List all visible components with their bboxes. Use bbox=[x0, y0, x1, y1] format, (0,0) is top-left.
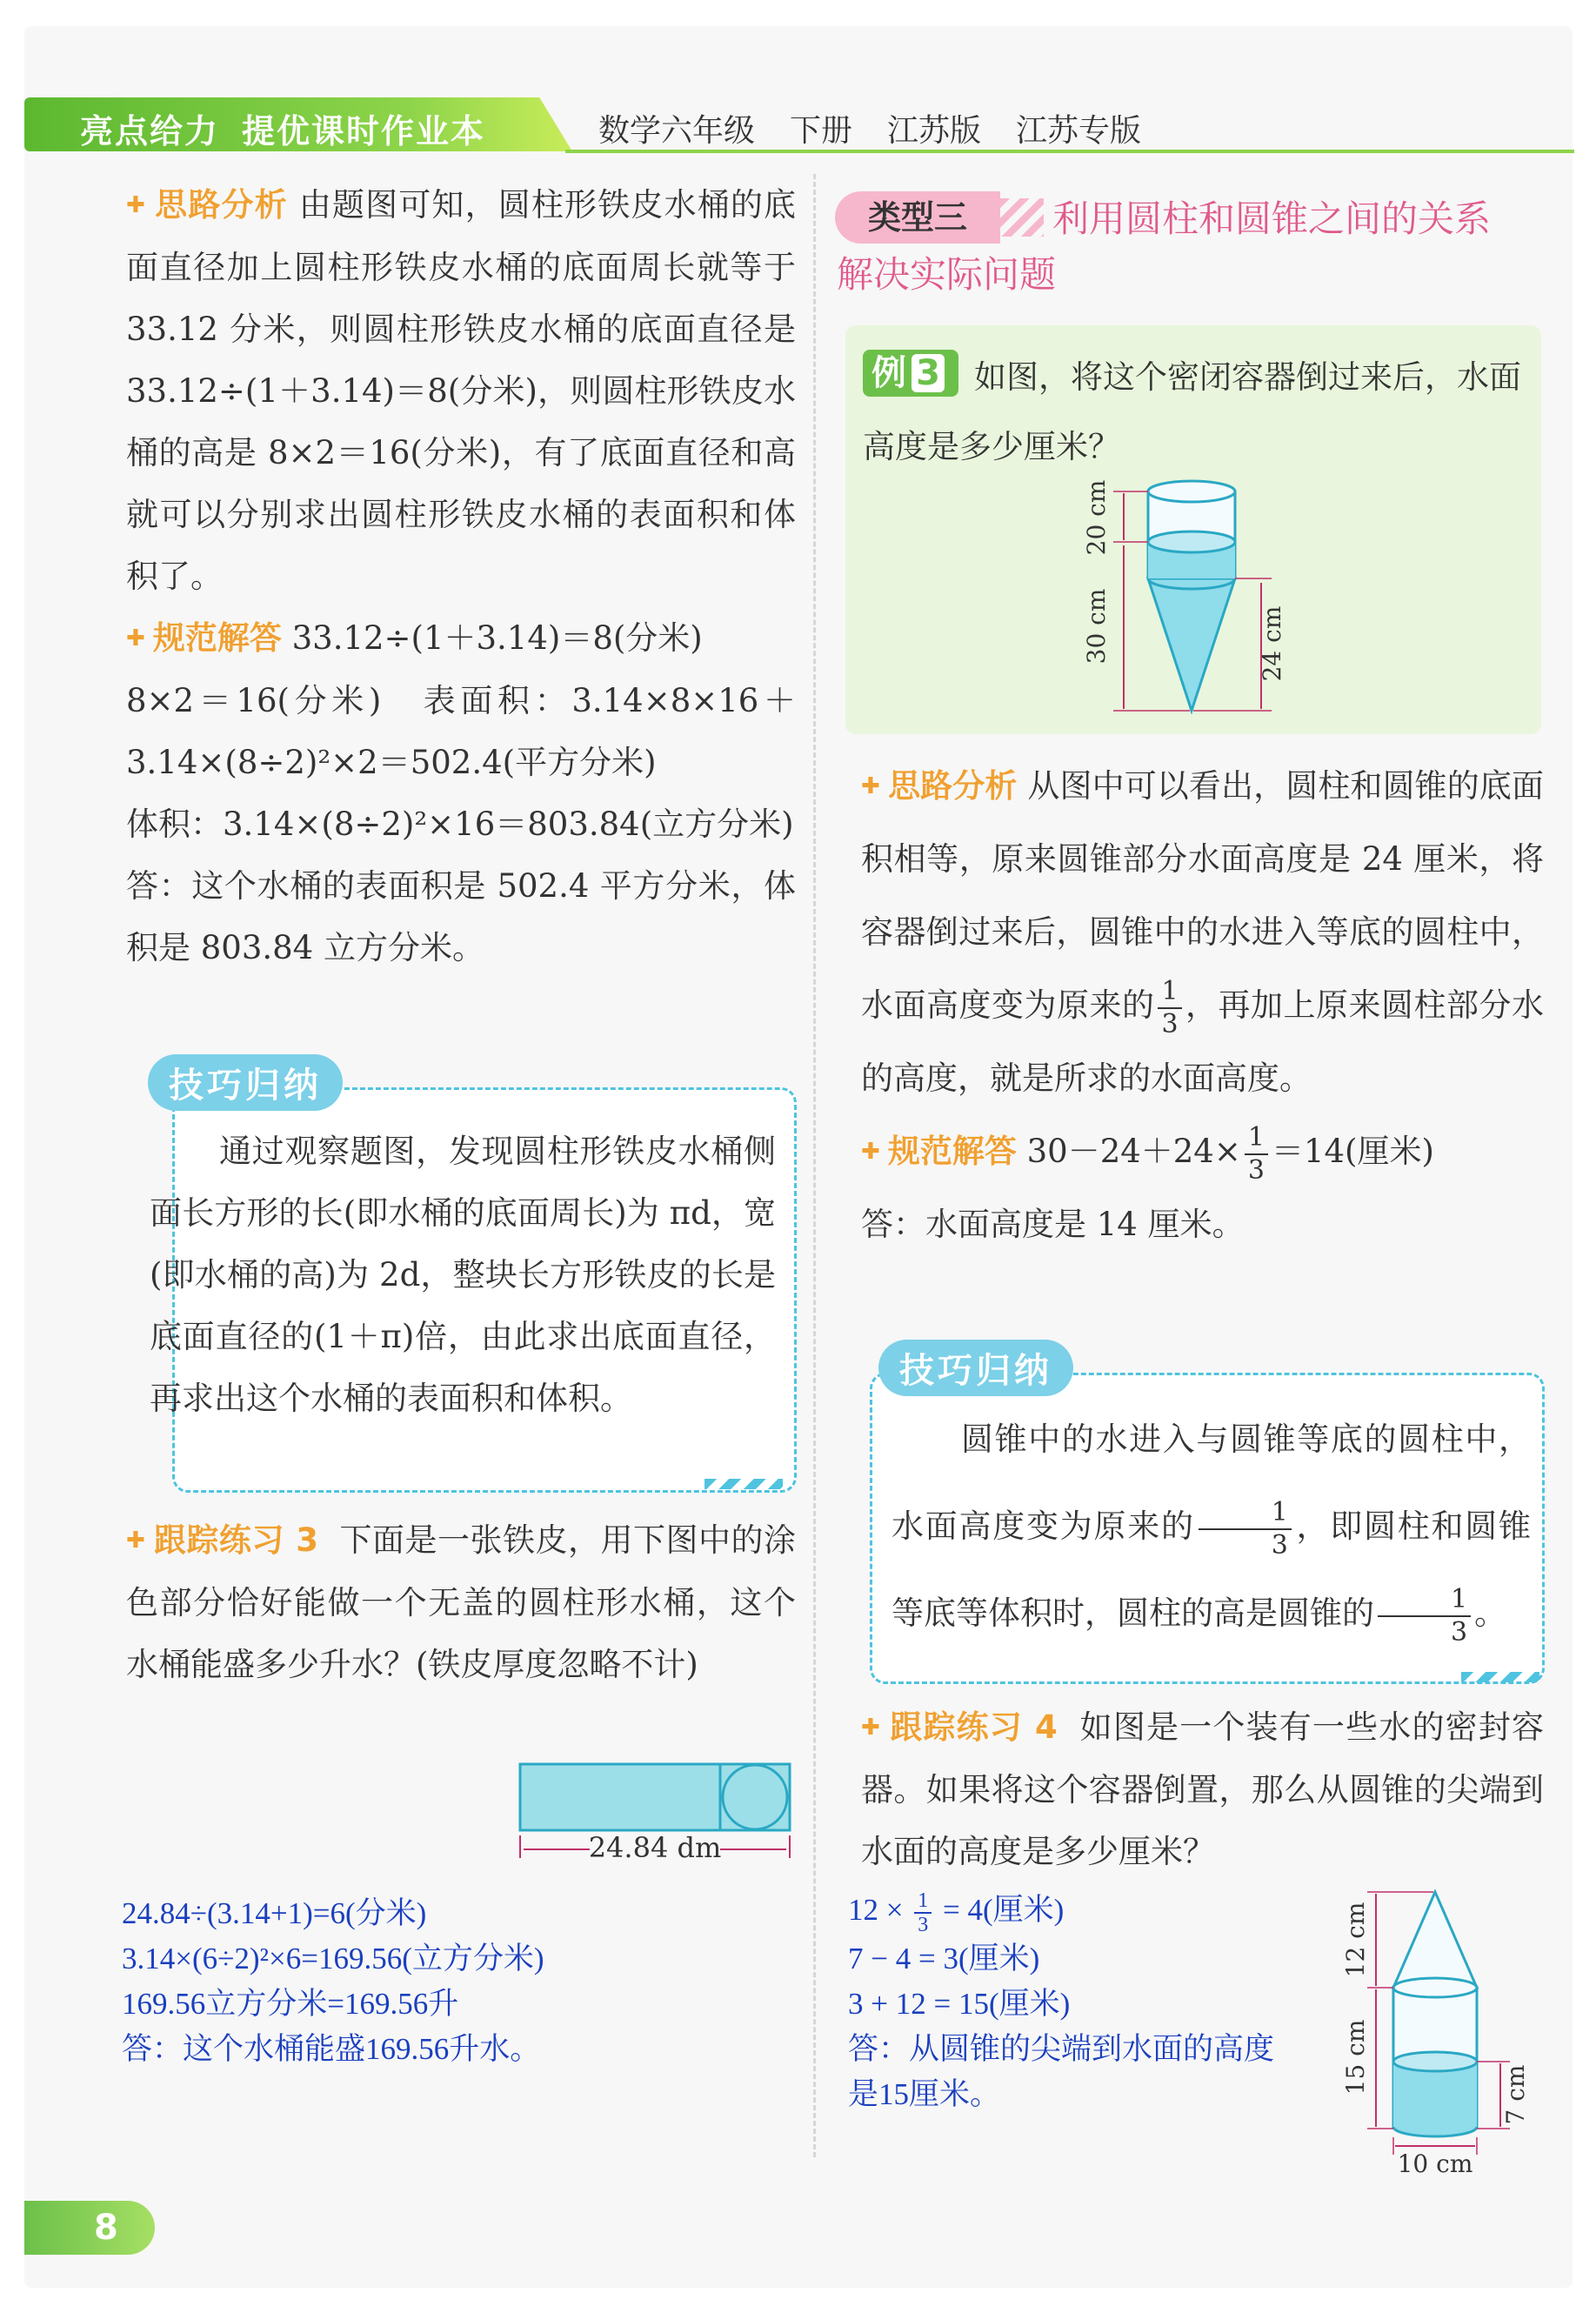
left-analysis bbox=[126, 174, 796, 979]
tip-stripes bbox=[705, 1479, 783, 1489]
tip-label-left: 技巧归纳 bbox=[148, 1054, 343, 1111]
practice-3-text: 下面是一张铁皮，用下图中的涂色部分恰好能做一个无盖的圆柱形水桶，这个水桶能盛多少升水？(铁皮厚度忽略不计) bbox=[126, 1521, 796, 1683]
solution-tag: ✚ 规范解答 bbox=[126, 619, 282, 657]
meta-volume: 下册 bbox=[790, 113, 853, 149]
answer-left-line-2: 3.14×(6÷2)²×6=169.56(立方分米) bbox=[122, 1942, 544, 1975]
fig2-label-12: 12 cm bbox=[1341, 1902, 1370, 1978]
header-rule bbox=[565, 150, 1574, 153]
fig2-label-10: 10 cm bbox=[1397, 2149, 1473, 2175]
practice-3 bbox=[126, 1509, 796, 1695]
fraction-one-third: $\frac{1}{3}$ bbox=[1199, 1497, 1292, 1561]
fig1-label-24: 24 cm bbox=[1258, 605, 1286, 682]
series-title: 亮点给力 bbox=[80, 112, 220, 150]
solution-right-a: 30－24＋24× bbox=[1026, 1133, 1241, 1170]
fraction-one-third: $\frac{1}{3}$ bbox=[1378, 1584, 1471, 1648]
right-analysis bbox=[861, 750, 1544, 1261]
fig1-label-20: 20 cm bbox=[1082, 479, 1111, 556]
fig2-label-7: 7 cm bbox=[1501, 2064, 1530, 2125]
type-stripes bbox=[1000, 198, 1044, 237]
answer-left-line-1: 24.84÷(3.14+1)=6(分米) bbox=[122, 1896, 427, 1930]
answer-left bbox=[122, 1891, 544, 2072]
container-figure-2 bbox=[1339, 1883, 1548, 2175]
page-number: 8 bbox=[24, 2201, 155, 2255]
analysis-tag: ✚ 思路分析 bbox=[126, 186, 288, 224]
tip-text-right: 圆锥中的水进入与圆锥等底的圆柱中，水面高度变为原来的 $\frac{1}{3}$ ，即圆柱和圆锥等底等体积时，圆柱的高是圆锥的 $\frac{1}{3}$ 。 bbox=[891, 1421, 1532, 1648]
tip-label-right: 技巧归纳 bbox=[878, 1340, 1073, 1396]
answer-right-line-2: 7 − 4 = 3(厘米) bbox=[848, 1941, 1040, 1975]
type-title: 利用圆柱和圆锥之间的关系 bbox=[1052, 197, 1492, 240]
analysis-text: 由题图可知，圆柱形铁皮水桶的底面直径加上圆柱形铁皮水桶的底面周长就等于 33.12 分米，则圆柱形铁皮水桶的底面直径是 33.12÷(1＋3.14)＝8(分米)，则圆柱形铁皮水桶的高是 8×2＝16(分米)，有了底面直径和高就可以分别求出圆柱形铁皮水桶的表面积和体积了。 bbox=[126, 186, 797, 595]
cone-top bbox=[1393, 1892, 1477, 1988]
sheet-circle bbox=[723, 1765, 787, 1829]
analysis-text-right-a: 从图中可以看出，圆柱和圆锥的底面积相等，原来圆锥部分水面高度是 24 厘米，将容器倒过来后，圆锥中的水进入等底的圆柱中，水面高度变为原来的 bbox=[861, 767, 1545, 1024]
solution-line-2: 8×2＝16(分米) 表面积：3.14×8×16＋3.14×(8÷2)²×2＝502.4(平方分米) bbox=[126, 682, 796, 781]
meta-edition: 江苏版 bbox=[887, 113, 982, 149]
example-text: 如图，将这个密闭容器倒过来后，水面高度是多少厘米？ bbox=[863, 358, 1521, 465]
answer-left-line-3: 169.56立方分米=169.56升 bbox=[122, 1987, 459, 2021]
practice-3-tag: ✚ 跟踪练习 3 bbox=[126, 1521, 318, 1559]
analysis-tag-right: ✚ 思路分析 bbox=[861, 767, 1018, 805]
fraction-one-third: $\frac{1}{3}$ bbox=[914, 1889, 932, 1936]
fig1-label-30: 30 cm bbox=[1082, 588, 1111, 665]
example-number: 3 bbox=[912, 354, 945, 392]
solution-answer-right: 答：水面高度是 14 厘米。 bbox=[861, 1206, 1245, 1243]
header-title bbox=[80, 104, 485, 152]
fraction-one-third: $\frac{1}{3}$ bbox=[1245, 1122, 1268, 1187]
answer-right-line-1b: = 4(厘米) bbox=[943, 1893, 1065, 1927]
answer-right-line-5: 是15厘米。 bbox=[848, 2076, 1001, 2111]
meta-region: 江苏专版 bbox=[1016, 113, 1142, 149]
solution-right-b: ＝14(厘米) bbox=[1271, 1133, 1434, 1170]
solution-line-1: 33.12÷(1＋3.14)＝8(分米) bbox=[291, 619, 703, 657]
solution-line-3: 体积：3.14×(8÷2)²×16＝803.84(立方分米) bbox=[126, 806, 794, 843]
cone-part bbox=[1148, 578, 1235, 711]
answer-left-line-4: 答：这个水桶能盛169.56升水。 bbox=[122, 2032, 541, 2066]
sheet-length-label: 24.84 dm bbox=[588, 1831, 722, 1860]
tip-text-left: 通过观察题图，发现圆柱形铁皮水桶侧面长方形的长(即水桶的底面周长)为 πd，宽(即水桶的高)为 2d，整块长方形铁皮的长是底面直径的(1＋π)倍，由此求出底面直径，再求出这个水桶的表面积和体积。 bbox=[150, 1133, 776, 1417]
practice-4-text: 如图是一个装有一些水的密封容器。如果将这个容器倒置，那么从圆锥的尖端到水面的高度是多少厘米？ bbox=[861, 1708, 1544, 1870]
solution-answer: 答：这个水桶的表面积是 502.4 平方分米，体积是 803.84 立方分米。 bbox=[126, 867, 796, 966]
analysis-text-right-b: ，再加上原来圆柱部分水的高度，就是所求的水面高度。 bbox=[861, 986, 1545, 1097]
answer-right-line-3: 3 + 12 = 15(厘米) bbox=[848, 1986, 1071, 2021]
answer-right-line-1a: 12 × bbox=[848, 1893, 904, 1927]
practice-4-tag: ✚ 跟踪练习 4 bbox=[861, 1708, 1058, 1746]
meta-grade: 数学六年级 bbox=[598, 113, 756, 149]
answer-right bbox=[848, 1888, 1274, 2117]
tip-stripes-right bbox=[1461, 1672, 1539, 1682]
example-label: 例 bbox=[871, 353, 906, 393]
answer-right-line-4: 答：从圆锥的尖端到水面的高度 bbox=[848, 2031, 1275, 2066]
series-subtitle: 提优课时作业本 bbox=[242, 112, 486, 150]
iron-sheet-figure bbox=[513, 1755, 800, 1860]
type-badge: 类型三 bbox=[835, 191, 1000, 244]
type-title-cont: 解决实际问题 bbox=[837, 253, 1057, 296]
practice-4 bbox=[861, 1696, 1544, 1882]
solution-tag-right: ✚ 规范解答 bbox=[861, 1133, 1017, 1170]
fig2-label-15: 15 cm bbox=[1341, 2019, 1370, 2096]
column-divider bbox=[813, 174, 816, 2157]
fraction-one-third: $\frac{1}{3}$ bbox=[1158, 976, 1181, 1040]
container-figure-1 bbox=[1078, 474, 1287, 726]
header-meta bbox=[598, 106, 1176, 150]
